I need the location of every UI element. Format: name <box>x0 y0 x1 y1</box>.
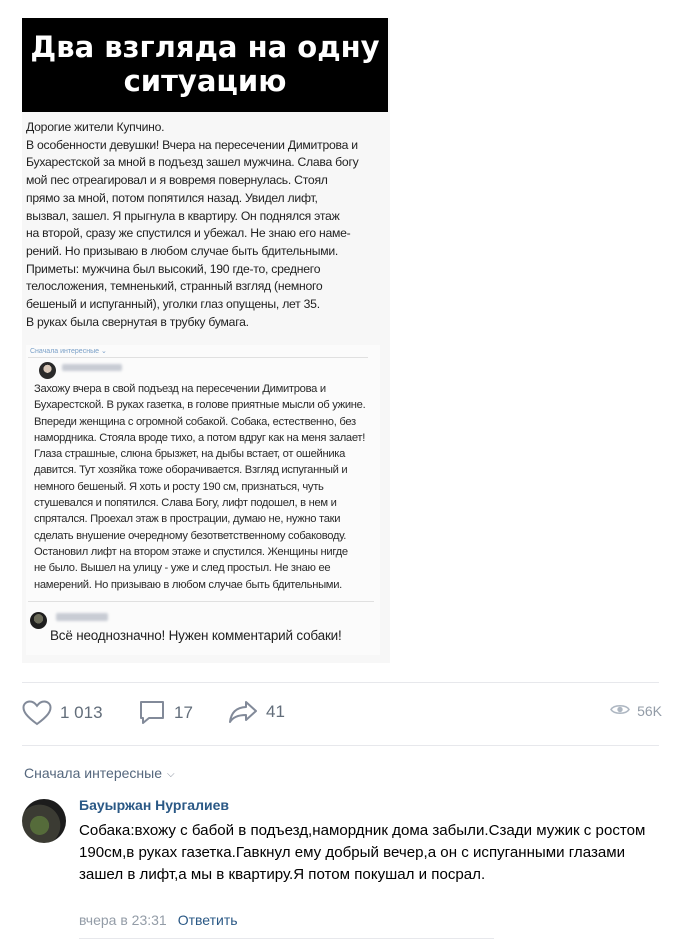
card-comment-text: Всё неоднозначно! Нужен комментарий собаки! <box>50 628 342 643</box>
share-count: 41 <box>266 702 285 721</box>
letter-line: Приметы: мужчина был высокий, 190 где-то, среднего <box>26 261 321 276</box>
letter-text <box>26 119 388 331</box>
post-image-title <box>22 18 388 112</box>
comment-icon <box>138 700 166 726</box>
letter-line: вызвал, зашел. Я прыгнула в квартиру. Он поднялся этаж <box>26 208 340 223</box>
divider <box>22 682 659 683</box>
letter-line: бешеный и испуганный), уголки глаз опущены, лет 35. <box>26 297 320 312</box>
comment-count: 17 <box>174 703 193 722</box>
comments-sort-dropdown[interactable] <box>24 765 175 781</box>
comment-button[interactable] <box>138 700 193 726</box>
share-button[interactable] <box>228 700 285 724</box>
reply-button[interactable]: Ответить <box>177 912 238 928</box>
post-image[interactable] <box>22 18 390 663</box>
story-line: Захожу вчера в свой подъезд на пересечении Димитрова и <box>34 383 326 395</box>
story-line: намерений. Но призываю в любом случае быть бдительными. <box>34 578 342 591</box>
avatar <box>39 362 56 379</box>
comment-author[interactable]: Бауыржан Нургалиев <box>79 797 229 813</box>
story-line: Остановил лифт на втором этаже и спустился. Женщины нигде <box>34 545 348 558</box>
divider <box>28 601 374 602</box>
story-line: намордника. Стояла вроде тихо, а потом вдруг как на меня залает! <box>34 431 366 444</box>
story-line: спрятался. Проехал этаж в прострации, думаю не, нужно таки <box>34 513 341 526</box>
divider <box>79 938 494 939</box>
story-text <box>34 381 380 593</box>
divider <box>22 745 659 746</box>
heart-icon <box>22 700 52 726</box>
views-counter <box>610 703 662 719</box>
post-title-line-1: Два взгляда на одну <box>30 30 380 64</box>
letter-line: мой пес отреагировал и я вовремя повернулась. Стоял <box>26 173 328 188</box>
blurred-name <box>56 613 108 621</box>
story-line: сделать внушение очередному безответственному собаководу. <box>34 529 347 542</box>
story-line: Глаза страшные, слюна брызжет, на дыбы встает, от ошейника <box>34 448 346 461</box>
sort-label: Сначала интересные <box>24 765 162 781</box>
letter-line: Дорогие жители Купчино. <box>26 120 165 134</box>
card-sort-label: Сначала интересные ⌄ <box>30 348 107 355</box>
eye-icon <box>610 703 630 719</box>
avatar[interactable] <box>22 799 66 843</box>
story-line: Бухарестской. В руках газетка, в голове приятные мысли об ужине. <box>34 399 366 412</box>
comment-meta <box>79 912 238 928</box>
comment-text: Собака:вхожу с бабой в подъезд,намордник дома забыли.Сзади мужик с ростом 190см,в руках газетка.Гавкнул ему добрый вечер,а он с испуганными глазами зашел в лифт,а мы в квартиру.Я потом покушал и посрал. <box>79 822 646 883</box>
post-actions <box>22 700 662 728</box>
letter-line: телосложения, темненький, странный взгляд (немного <box>26 279 323 294</box>
letter-line: В руках была свернутая в трубку бумага. <box>26 314 249 329</box>
letter-line: на второй, сразу же спустился и убежал. Не знаю его наме- <box>26 226 351 241</box>
letter-line: Бухарестской за мной в подъезд зашел мужчина. Слава богу <box>26 155 359 170</box>
like-button[interactable] <box>22 700 103 726</box>
blurred-name <box>62 364 122 371</box>
story-line: не было. Вышел на улицу - уже и след простыл. Не знаю ее <box>34 562 331 575</box>
like-count: 1 013 <box>60 703 103 722</box>
chevron-down-icon: ⌵ <box>167 768 175 780</box>
share-icon <box>228 700 258 724</box>
story-line: давится. Тут хозяйка тоже оборачивается. Взгляд испуганный и <box>34 464 348 477</box>
post-title-line-2: ситуацию <box>123 64 287 98</box>
avatar <box>30 612 47 629</box>
divider <box>28 357 368 358</box>
letter-line: В особенности девушки! Вчера на пересечении Димитрова и <box>26 137 358 152</box>
letter-line: прямо за мной, потом попятился назад. Увидел лифт, <box>26 190 318 205</box>
story-line: Впереди женщина с огромной собакой. Собака, естественно, без <box>34 415 356 428</box>
story-line: немного бешеный. Я хоть и росту 190 см, признаться, чуть <box>34 480 324 493</box>
views-count: 56K <box>637 703 662 719</box>
story-card <box>26 345 380 655</box>
story-line: стушевался и попятился. Слава Богу, лифт подошел, в нем и <box>34 497 337 510</box>
comment-time[interactable]: вчера в 23:31 <box>79 912 167 928</box>
letter-line: рений. Но призываю в любом случае быть бдительными. <box>26 243 339 258</box>
